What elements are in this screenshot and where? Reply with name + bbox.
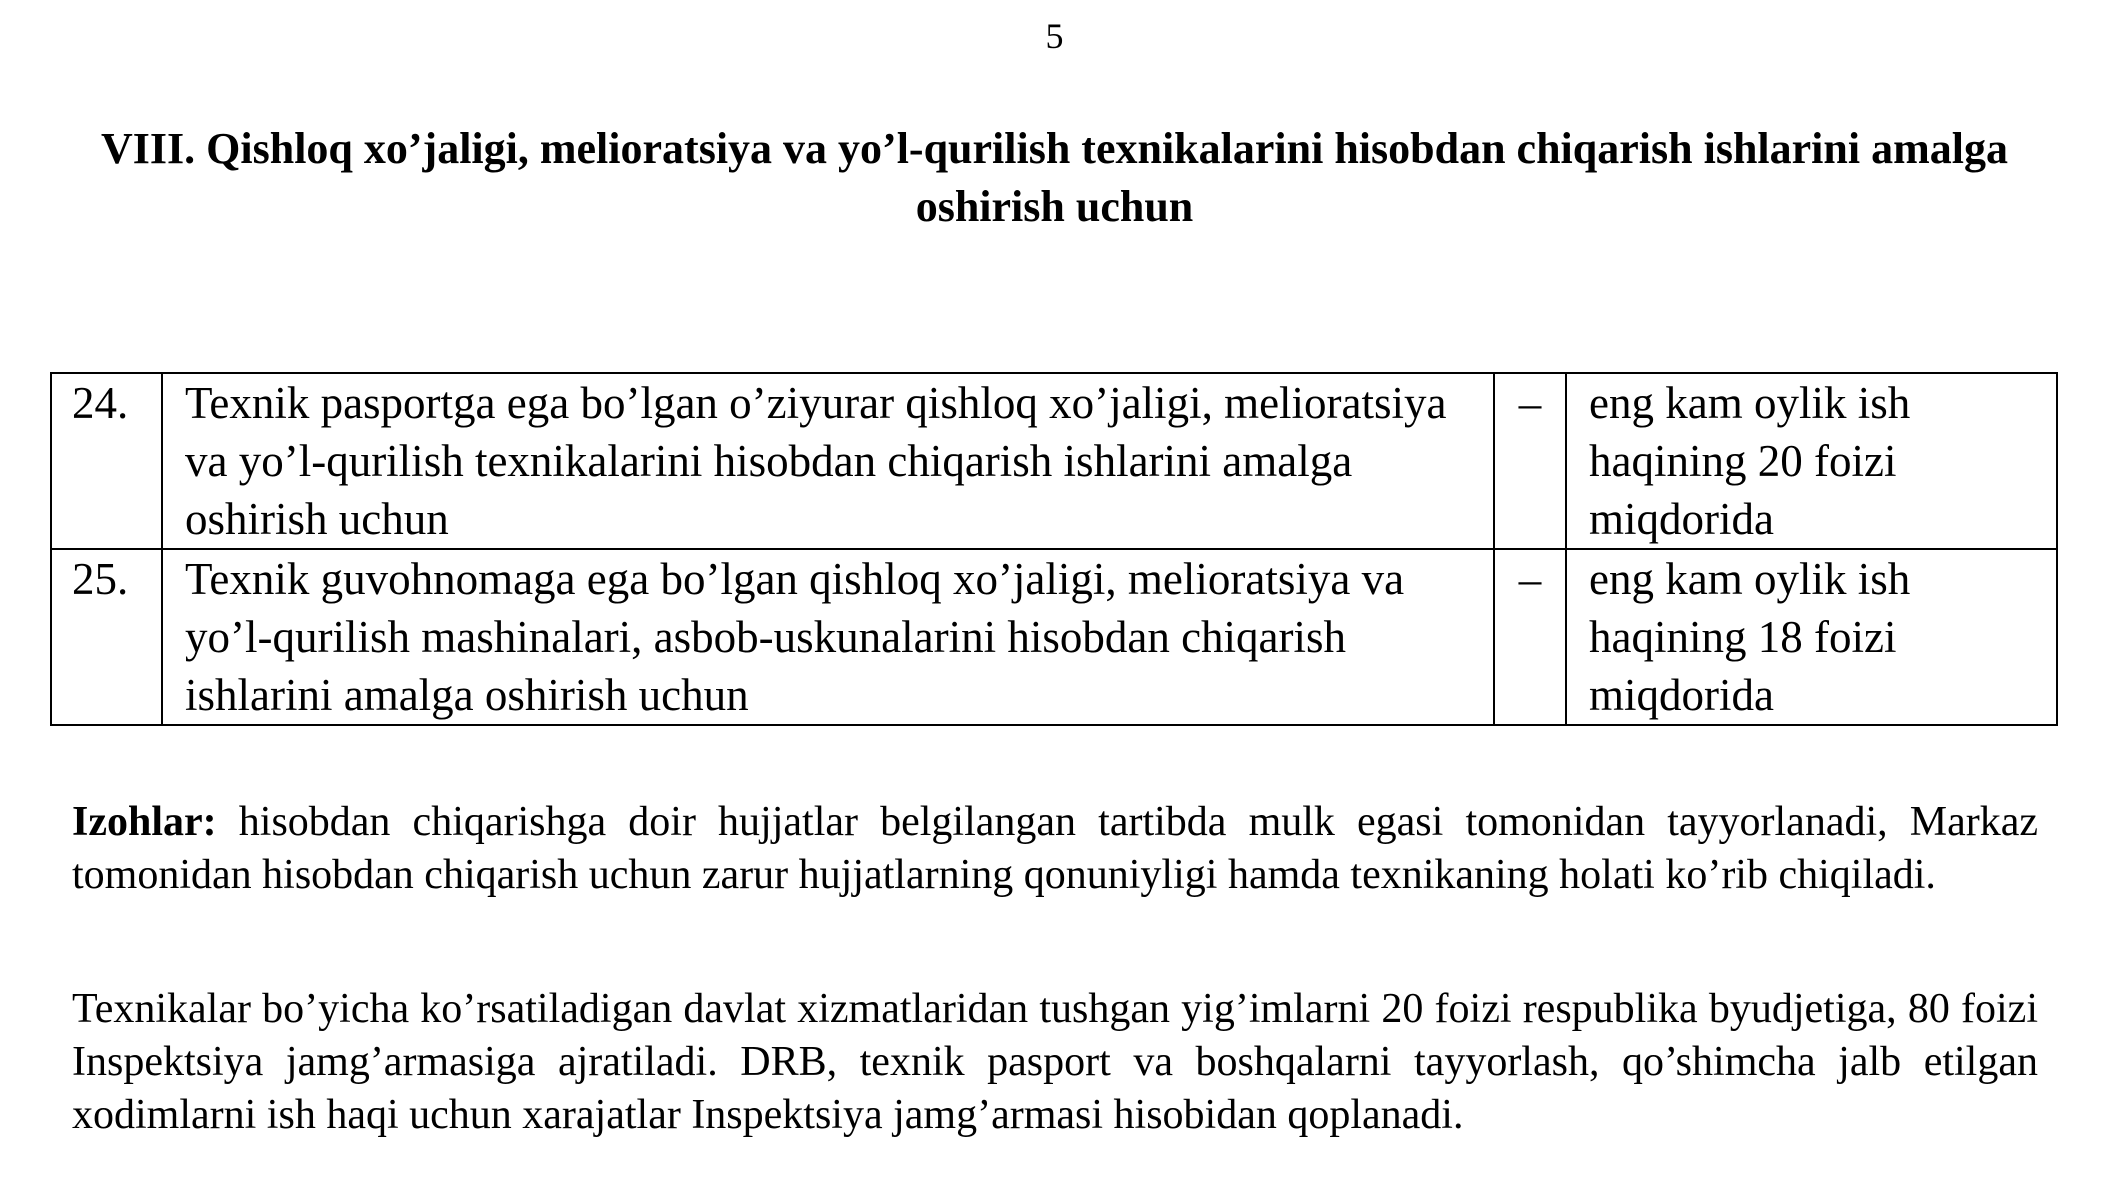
- row-number: 24.: [51, 373, 162, 549]
- row-fee: eng kam oylik ish haqining 20 foizi miqdorida: [1566, 373, 2057, 549]
- table-row: [51, 549, 2057, 725]
- notes-paragraph: [72, 796, 2038, 902]
- notes-text: hisobdan chiqarishga doir hujjatlar belgilangan tartibda mulk egasi tomonidan tayyorlanadi, Markaz tomonidan hisobdan chiqarish uchun zarur hujjatlarning qonuniyligi hamda texnikaning holati ko’rib chiqiladi.: [72, 799, 2039, 898]
- table-row: [51, 373, 2057, 549]
- fees-table: [50, 372, 2058, 726]
- row-dash: –: [1494, 549, 1566, 725]
- section-title: VIII. Qishloq xo’jaligi, melioratsiya va yo’l-qurilish texnikalarini hisobdan chiqarish ishlarini amalga oshirish uchun: [101, 124, 2008, 231]
- notes-paragraph-2: Texnikalar bo’yicha ko’rsatiladigan davlat xizmatlaridan tushgan yig’imlarni 20 foizi respublika byudjetiga, 80 foizi Inspektsiya jamg’armasiga ajratiladi. DRB, texnik pasport va boshqalarni tayyorlash, qo’shimcha jalb etilgan xodimlarni ish haqi uchun xarajatlar Inspektsiya jamg’armasi hisobidan qoplanadi.: [72, 986, 2038, 1138]
- row-number: 25.: [51, 549, 162, 725]
- page-number: 5: [1045, 16, 1064, 56]
- notes-label: Izohlar:: [72, 799, 217, 845]
- row-fee: eng kam oylik ish haqining 18 foizi miqdorida: [1566, 549, 2057, 725]
- row-description: Texnik pasportga ega bo’lgan o’ziyurar qishloq xo’jaligi, melioratsiya va yo’l-qurilish texnikalarini hisobdan chiqarish ishlarini amalga oshirish uchun: [162, 373, 1494, 549]
- row-dash: –: [1494, 373, 1566, 549]
- row-description: Texnik guvohnomaga ega bo’lgan qishloq xo’jaligi, melioratsiya va yo’l-qurilish mashinalari, asbob-uskunalarini hisobdan chiqarish ishlarini amalga oshirish uchun: [162, 549, 1494, 725]
